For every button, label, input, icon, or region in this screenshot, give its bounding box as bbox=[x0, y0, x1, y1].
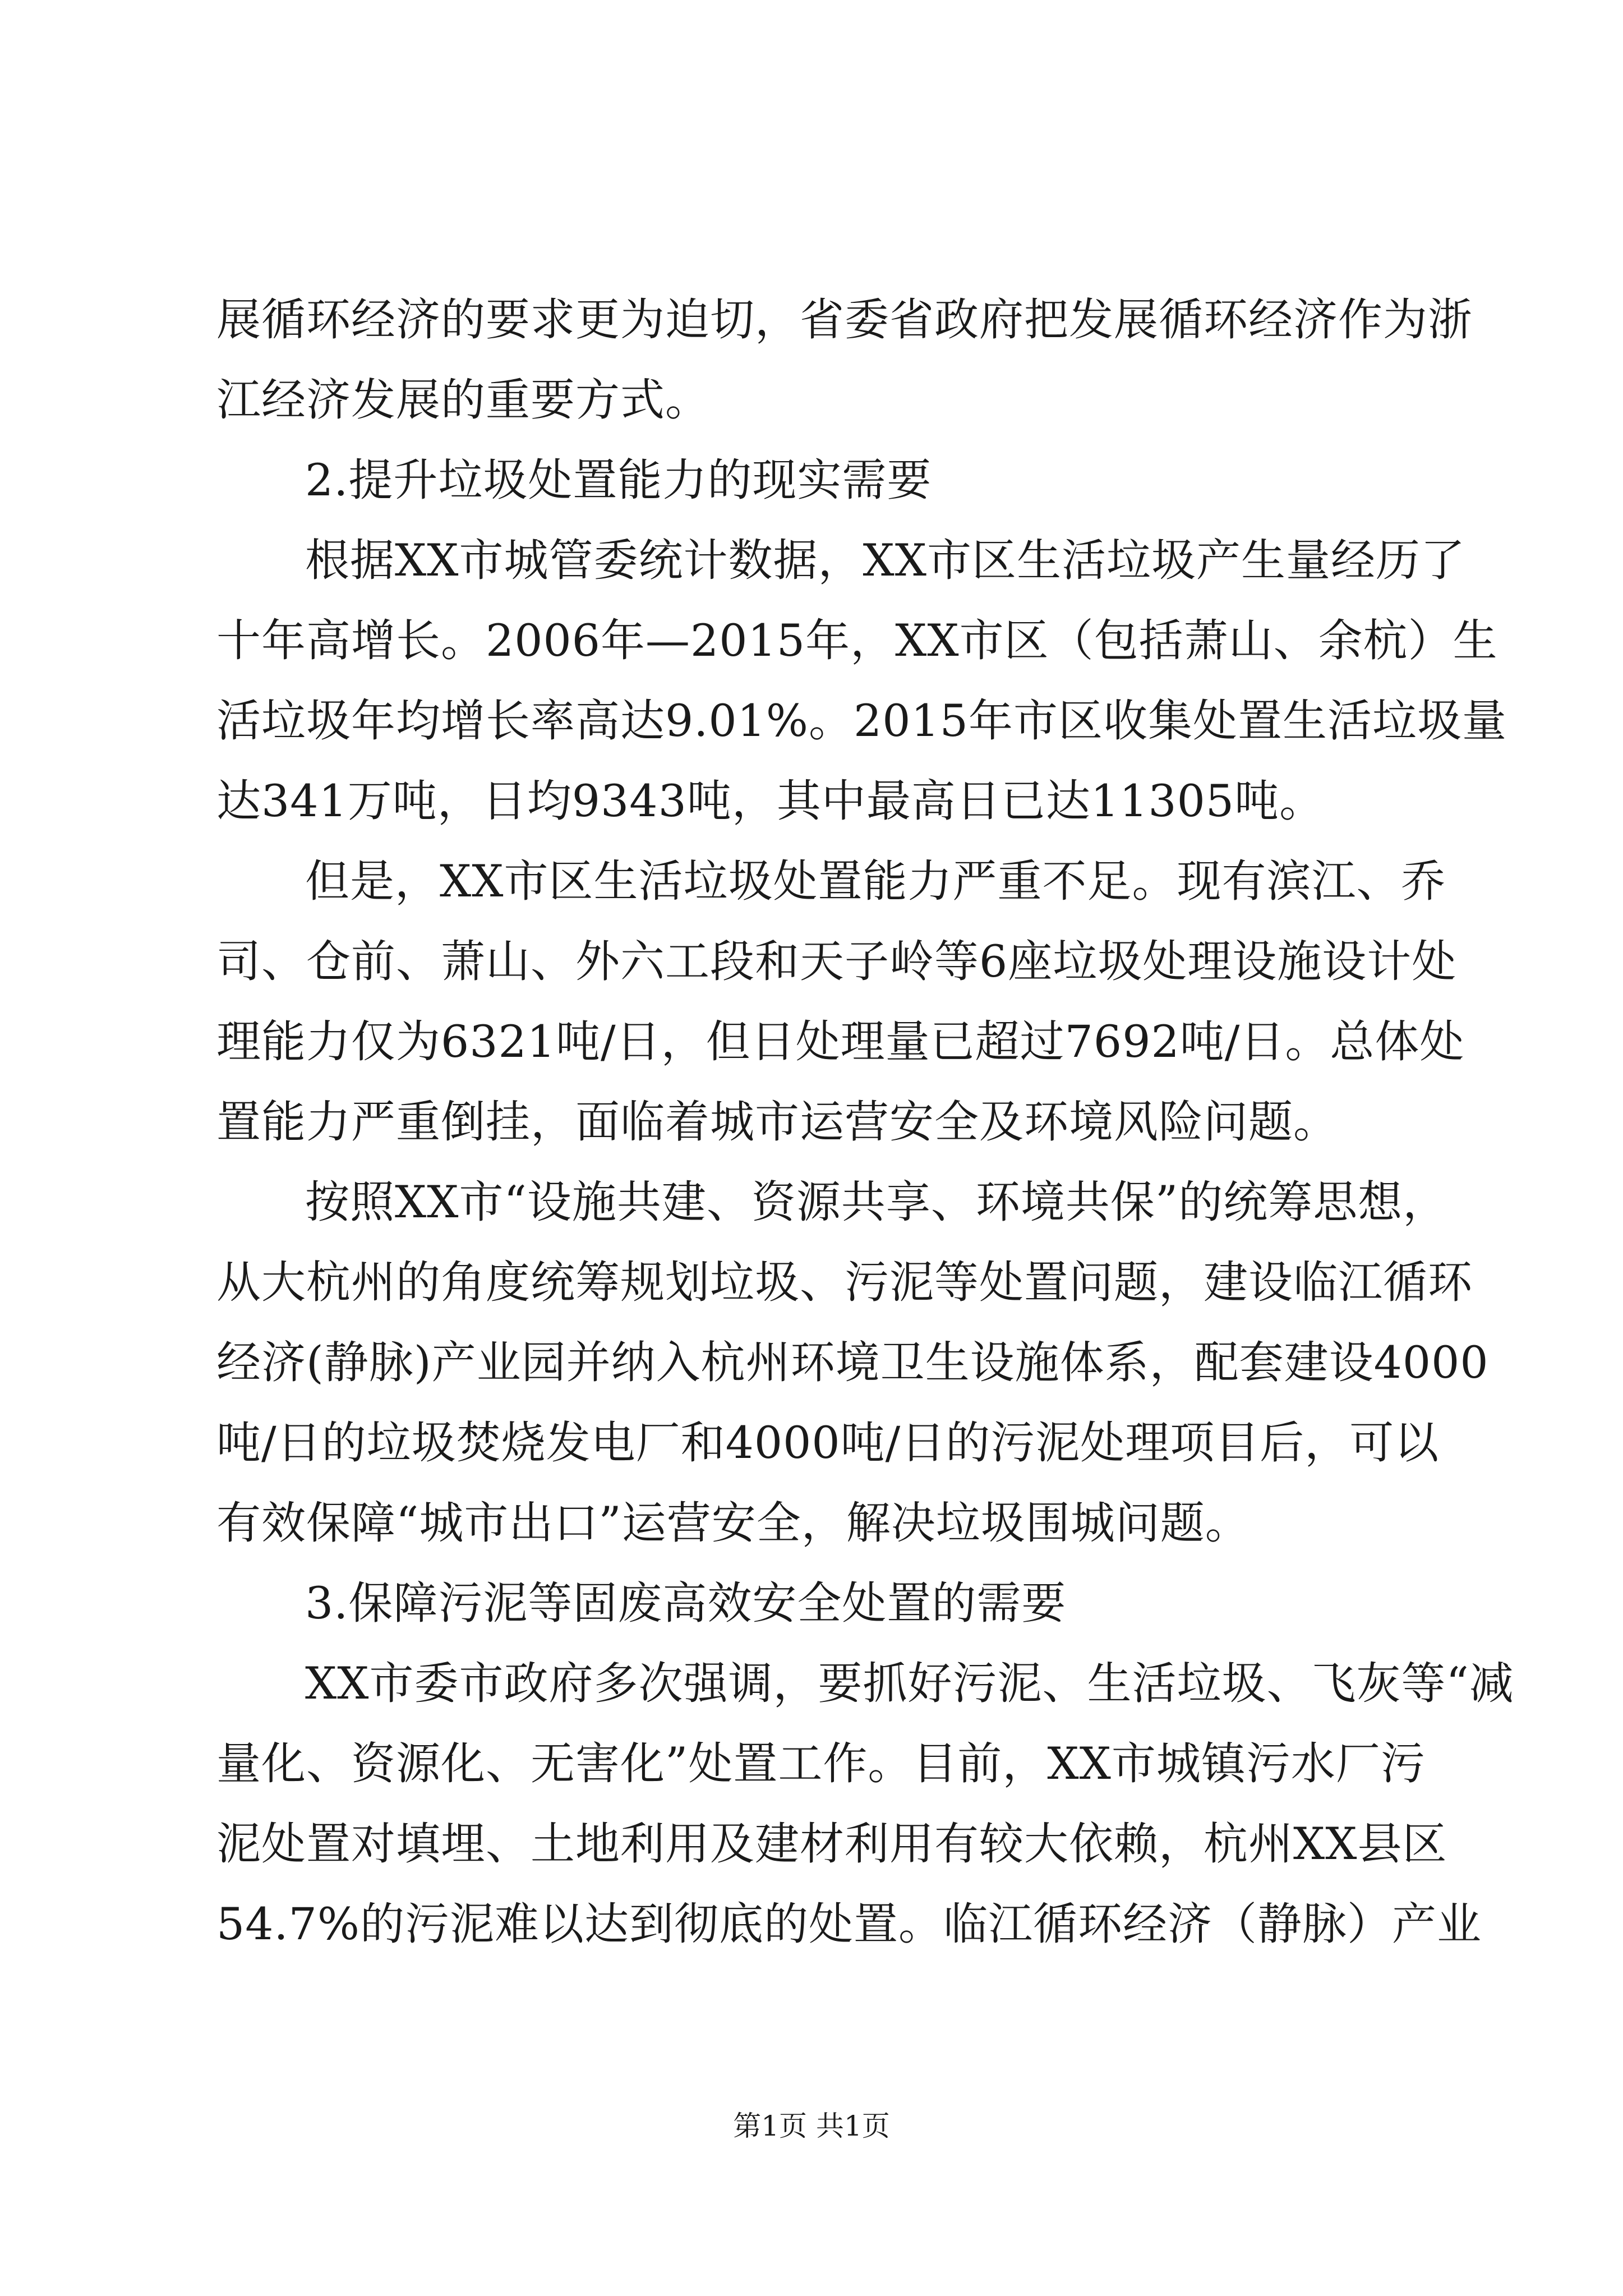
paragraph-line: 经济(静脉)产业园并纳入杭州环境卫生设施体系，配套建设4000 bbox=[216, 1337, 1489, 1388]
paragraph-line: 吨/日的垃圾焚烧发电厂和4000吨/日的污泥处理项目后，可以 bbox=[216, 1417, 1440, 1469]
paragraph-line: 根据XX市城管委统计数据，XX市区生活垃圾产生量经历了 bbox=[305, 535, 1465, 586]
paragraph-line: 泥处置对填埋、土地利用及建材利用有较大依赖，杭州XX县区 bbox=[216, 1818, 1447, 1870]
paragraph-line: 有效保障“城市出口”运营安全，解决垃圾围城问题。 bbox=[216, 1497, 1250, 1549]
page-footer: 第1页 共1页 bbox=[733, 2110, 890, 2142]
paragraph-line: 江经济发展的重要方式。 bbox=[216, 374, 710, 426]
paragraph-line: 量化、资源化、无害化”处置工作。目前，XX市城镇污水厂污 bbox=[216, 1738, 1426, 1789]
paragraph-line: 按照XX市“设施共建、资源共享、环境共保”的统筹思想， bbox=[305, 1176, 1448, 1228]
paragraph-line: 十年高增长。2006年—2015年，XX市区（包括萧山、余杭）生 bbox=[216, 615, 1498, 666]
paragraph-line: 活垃圾年均增长率高达9.01%。2015年市区收集处置生活垃圾量 bbox=[216, 695, 1507, 747]
paragraph-line: 54.7%的污泥难以达到彻底的处置。临江循环经济（静脉）产业 bbox=[216, 1898, 1482, 1950]
paragraph-line: 但是，XX市区生活垃圾处置能力严重不足。现有滨江、乔 bbox=[305, 855, 1446, 907]
section-heading: 2.提升垃圾处置能力的现实需要 bbox=[305, 454, 932, 506]
paragraph-line: 司、仓前、萧山、外六工段和天子岭等6座垃圾处理设施设计处 bbox=[216, 936, 1457, 987]
paragraph-line: 达341万吨，日均9343吨，其中最高日已达11305吨。 bbox=[216, 775, 1325, 827]
section-heading: 3.保障污泥等固废高效安全处置的需要 bbox=[305, 1577, 1067, 1629]
paragraph-line: XX市委市政府多次强调，要抓好污泥、生活垃圾、飞灰等“减 bbox=[305, 1658, 1514, 1709]
paragraph-line: 从大杭州的角度统筹规划垃圾、污泥等处置问题，建设临江循环 bbox=[216, 1257, 1473, 1308]
paragraph-line: 展循环经济的要求更为迫切，省委省政府把发展循环经济作为浙 bbox=[216, 294, 1473, 346]
paragraph-line: 理能力仅为6321吨/日，但日处理量已超过7692吨/日。总体处 bbox=[216, 1016, 1465, 1068]
paragraph-line: 置能力严重倒挂，面临着城市运营安全及环境风险问题。 bbox=[216, 1096, 1338, 1148]
